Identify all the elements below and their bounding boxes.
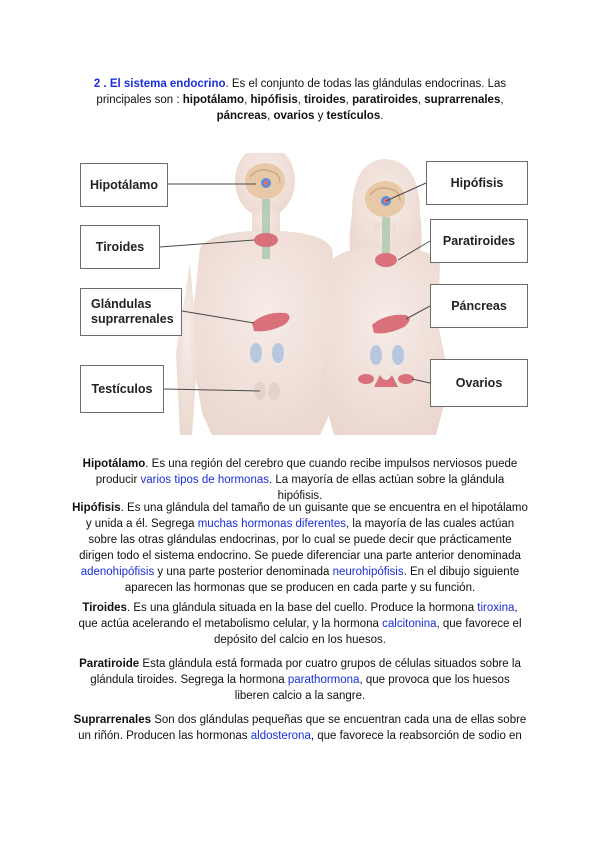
term: Suprarrenales bbox=[73, 714, 152, 726]
gland-item: hipófisis bbox=[250, 94, 298, 106]
neurohipofisis-link[interactable]: neurohipófisis bbox=[332, 566, 404, 578]
separator: , bbox=[267, 110, 274, 122]
endocrine-figure bbox=[80, 153, 528, 435]
calcitonina-link[interactable]: calcitonina bbox=[382, 618, 437, 630]
label-text: Páncreas bbox=[451, 298, 507, 313]
parathormona-link[interactable]: parathormona bbox=[287, 674, 360, 686]
body-text: Son dos glándulas pequeñas que se encuentran cada una de ellas sobre un riñón. Producen las hormonas bbox=[78, 714, 527, 742]
intro-paragraph bbox=[70, 76, 530, 124]
label-text: Tiroides bbox=[95, 239, 145, 254]
gland-item: hipotálamo bbox=[182, 94, 245, 106]
female-kidney-left bbox=[370, 345, 382, 365]
body-text: . En el dibujo siguiente aparecen las hormonas que se producen en cada parte y su función. bbox=[124, 566, 520, 594]
label-testiculos bbox=[80, 365, 164, 413]
aldosterona-link[interactable]: aldosterona bbox=[250, 730, 311, 742]
body-text: , que favorece el depósito del calcio en los huesos. bbox=[214, 618, 522, 646]
testicle-right bbox=[268, 382, 280, 400]
separator: , bbox=[345, 94, 353, 106]
term: Hipotálamo bbox=[82, 458, 146, 470]
label-text: Hipotálamo bbox=[89, 177, 159, 192]
male-kidney-left bbox=[250, 343, 262, 363]
label-ovarios bbox=[430, 359, 528, 407]
body-text: . La mayoría de ellas actúan sobre la glándula hipófisis. bbox=[268, 474, 505, 502]
conjunction: y bbox=[314, 110, 327, 122]
label-pancreas bbox=[430, 284, 528, 328]
section-heading: 2 . El sistema endocrino bbox=[93, 78, 226, 90]
body-text: . Es una glándula situada en la base del cuello. Produce la hormona bbox=[126, 602, 478, 614]
paragraph-suprarrenales bbox=[72, 712, 528, 744]
label-paratiroides bbox=[430, 219, 528, 263]
label-text: Testículos bbox=[91, 381, 153, 396]
ovary-right bbox=[398, 374, 414, 384]
male-kidney-right bbox=[272, 343, 284, 363]
period: . bbox=[380, 110, 384, 122]
body-text: Esta glándula está formada por cuatro grupos de células situados sobre la glándula tiroides. Segrega la hormona bbox=[90, 658, 521, 686]
paragraph-hipotalamo bbox=[72, 456, 528, 504]
label-hipotalamo bbox=[80, 163, 168, 207]
male-brain bbox=[245, 163, 285, 199]
intro-text: . Es el conjunto de todas las glándulas endocrinas. Las principales son : bbox=[96, 78, 507, 106]
ovary-left bbox=[358, 374, 374, 384]
term: Hipófisis bbox=[72, 502, 121, 514]
body-text: . Es una glándula del tamaño de un guisante que se encuentra en el hipotálamo y unida a él. Segrega bbox=[85, 502, 528, 530]
tiroxina-link[interactable]: tiroxina bbox=[477, 602, 515, 614]
female-kidney-right bbox=[392, 345, 404, 365]
hormones-link[interactable]: varios tipos de hormonas bbox=[140, 474, 269, 486]
label-hipofisis bbox=[426, 161, 528, 205]
label-line: suprarrenales bbox=[91, 312, 174, 326]
label-text bbox=[91, 297, 174, 327]
gland-item: ovarios bbox=[273, 110, 315, 122]
gland-item: tiroides bbox=[304, 94, 346, 106]
paragraph-tiroides bbox=[72, 600, 528, 648]
label-text: Hipófisis bbox=[450, 175, 504, 190]
separator: , bbox=[417, 94, 425, 106]
separator: , bbox=[297, 94, 305, 106]
label-suprarrenales bbox=[80, 288, 182, 336]
paragraph-hipofisis bbox=[72, 500, 528, 596]
adenohipofisis-link[interactable]: adenohipófisis bbox=[80, 566, 155, 578]
term: Tiroides bbox=[82, 602, 127, 614]
term: Paratiroide bbox=[79, 658, 140, 670]
body-text: , que provoca que los huesos liberen calcio a la sangre. bbox=[234, 674, 510, 702]
male-thyroid bbox=[254, 233, 278, 247]
body-text: , la mayoría de las cuales actúan sobre las otras glándulas endocrinas, por lo cual se puede decir que prácticamente dirigen todo el sistema endocrino. Se puede diferenciar una parte anterior denominada bbox=[79, 518, 521, 562]
label-text: Paratiroides bbox=[442, 233, 516, 248]
paragraph-paratiroide bbox=[72, 656, 528, 704]
body-text: , que favorece la reabsorción de sodio en bbox=[310, 730, 522, 742]
label-line: Glándulas bbox=[91, 297, 152, 311]
body-text: . Es una región del cerebro que cuando recibe impulsos nerviosos puede producir bbox=[95, 458, 518, 486]
female-brain bbox=[365, 181, 405, 217]
gland-item: testículos bbox=[326, 110, 381, 122]
hormones-link[interactable]: muchas hormonas diferentes bbox=[197, 518, 347, 530]
gland-item: suprarrenales bbox=[424, 94, 501, 106]
label-text: Ovarios bbox=[455, 375, 503, 390]
body-text: y una parte posterior denominada bbox=[154, 566, 333, 578]
label-tiroides bbox=[80, 225, 160, 269]
separator: , bbox=[500, 94, 504, 106]
gland-item: paratiroides bbox=[352, 94, 418, 106]
gland-item: páncreas bbox=[216, 110, 268, 122]
body-text: , que actúa acelerando el metabolismo celular, y la hormona bbox=[78, 602, 518, 630]
separator: , bbox=[244, 94, 251, 106]
female-thyroid bbox=[375, 253, 397, 267]
